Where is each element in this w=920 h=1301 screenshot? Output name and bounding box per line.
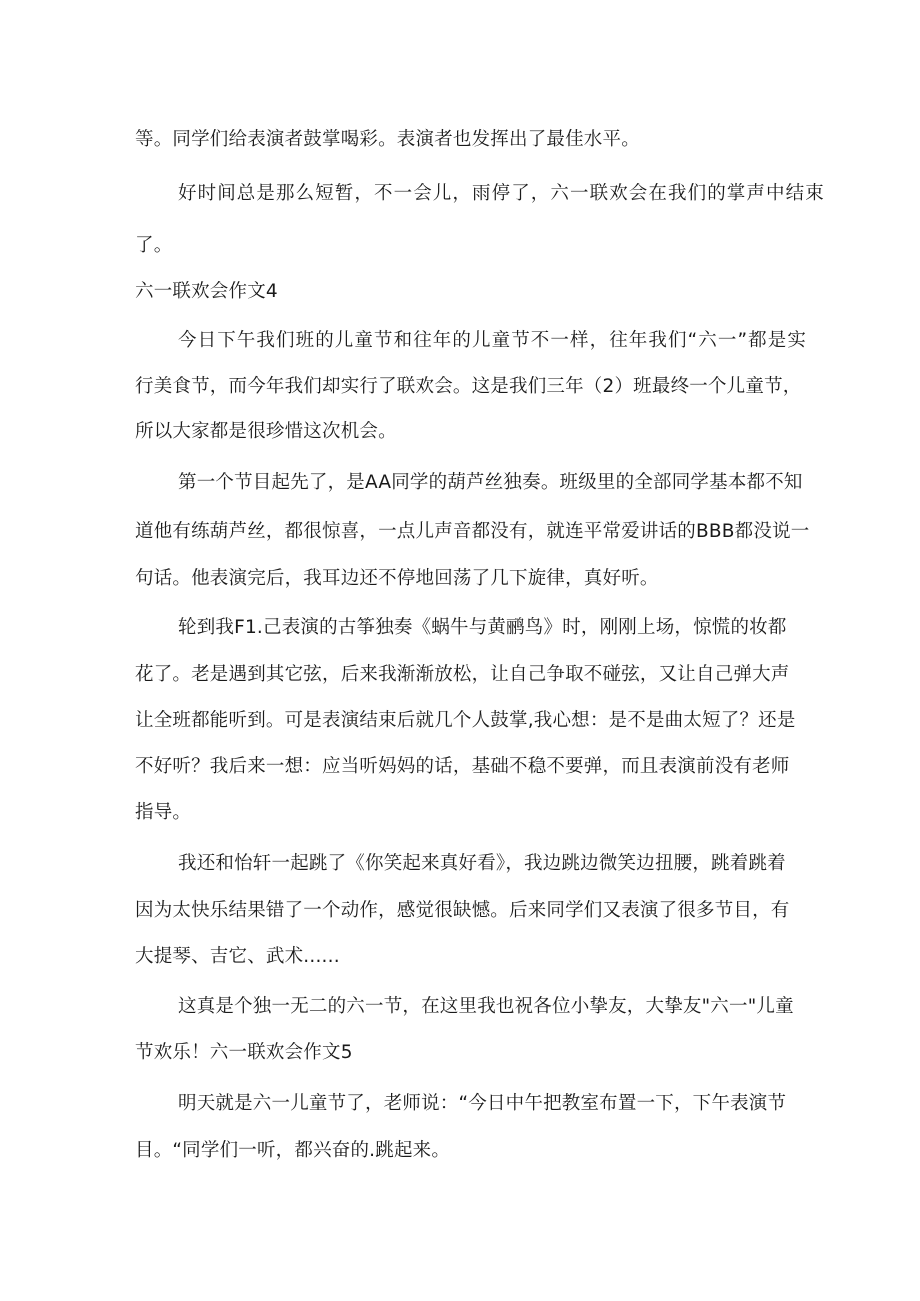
paragraph-start: 好时间总是那么短暂，不一会儿，雨停了，六一联欢会在我们的掌声中结束 [178, 183, 825, 204]
text-line: 因为太快乐结果错了一个动作，感觉很缺憾。后来同学们又表演了很多节目，有 [135, 900, 790, 921]
paragraph-start: 第一个节目起先了，是AA同学的葫芦丝独奏。班级里的全部同学基本都不知 [178, 472, 803, 493]
text-line: 不好听？我后来一想：应当听妈妈的话，基础不稳不要弹，而且表演前没有老师 [135, 756, 790, 777]
paragraph-start: 今日下午我们班的儿童节和往年的儿童节不一样，往年我们“六一”都是实 [178, 330, 807, 351]
text-line: 目。“同学们一听，都兴奋的.跳起来。 [135, 1140, 451, 1161]
paragraph-start: 这真是个独一无二的六一节，在这里我也祝各位小挚友，大挚友"六一"儿童 [178, 996, 794, 1017]
text-line: 等。同学们给表演者鼓掌喝彩。表演者也发挥出了最佳水平。 [135, 129, 640, 150]
text-line: 行美食节，而今年我们却实行了联欢会。这是我们三年（2）班最终一个儿童节， [135, 376, 802, 397]
text-line: 了。 [135, 235, 173, 256]
text-line: 所以大家都是很珍惜这次机会。 [135, 421, 397, 442]
text-line: 节欢乐！六一联欢会作文5 [135, 1042, 353, 1063]
text-line: 大提琴、吉它、武术...... [135, 946, 340, 967]
text-line: 指导。 [135, 802, 192, 823]
text-line: 花了。老是遇到其它弦，后来我渐渐放松，让自己争取不碰弦，又让自己弹大声 [135, 664, 790, 685]
text-line: 句话。他表演完后，我耳边还不停地回荡了几下旋律，真好听。 [135, 568, 659, 589]
text-line: 道他有练葫芦丝，都很惊喜，一点儿声音都没有，就连平常爱讲话的BBB都没说一 [135, 521, 810, 542]
text-line: 让全班都能听到。可是表演结束后就几个人鼓掌,我心想：是不是曲太短了？还是 [135, 710, 796, 731]
paragraph-start: 明天就是六一儿童节了，老师说：“今日中午把教室布置一下，下午表演节 [178, 1093, 787, 1114]
paragraph-start: 轮到我F1.己表演的古筝独奏《蜗牛与黄鹂鸟》时，刚刚上场，惊慌的妆都 [178, 617, 787, 638]
paragraph-start: 我还和怡轩一起跳了《你笑起来真好看》，我边跳边微笑边扭腰，跳着跳着 [178, 853, 786, 874]
section-heading: 六一联欢会作文4 [135, 281, 278, 302]
